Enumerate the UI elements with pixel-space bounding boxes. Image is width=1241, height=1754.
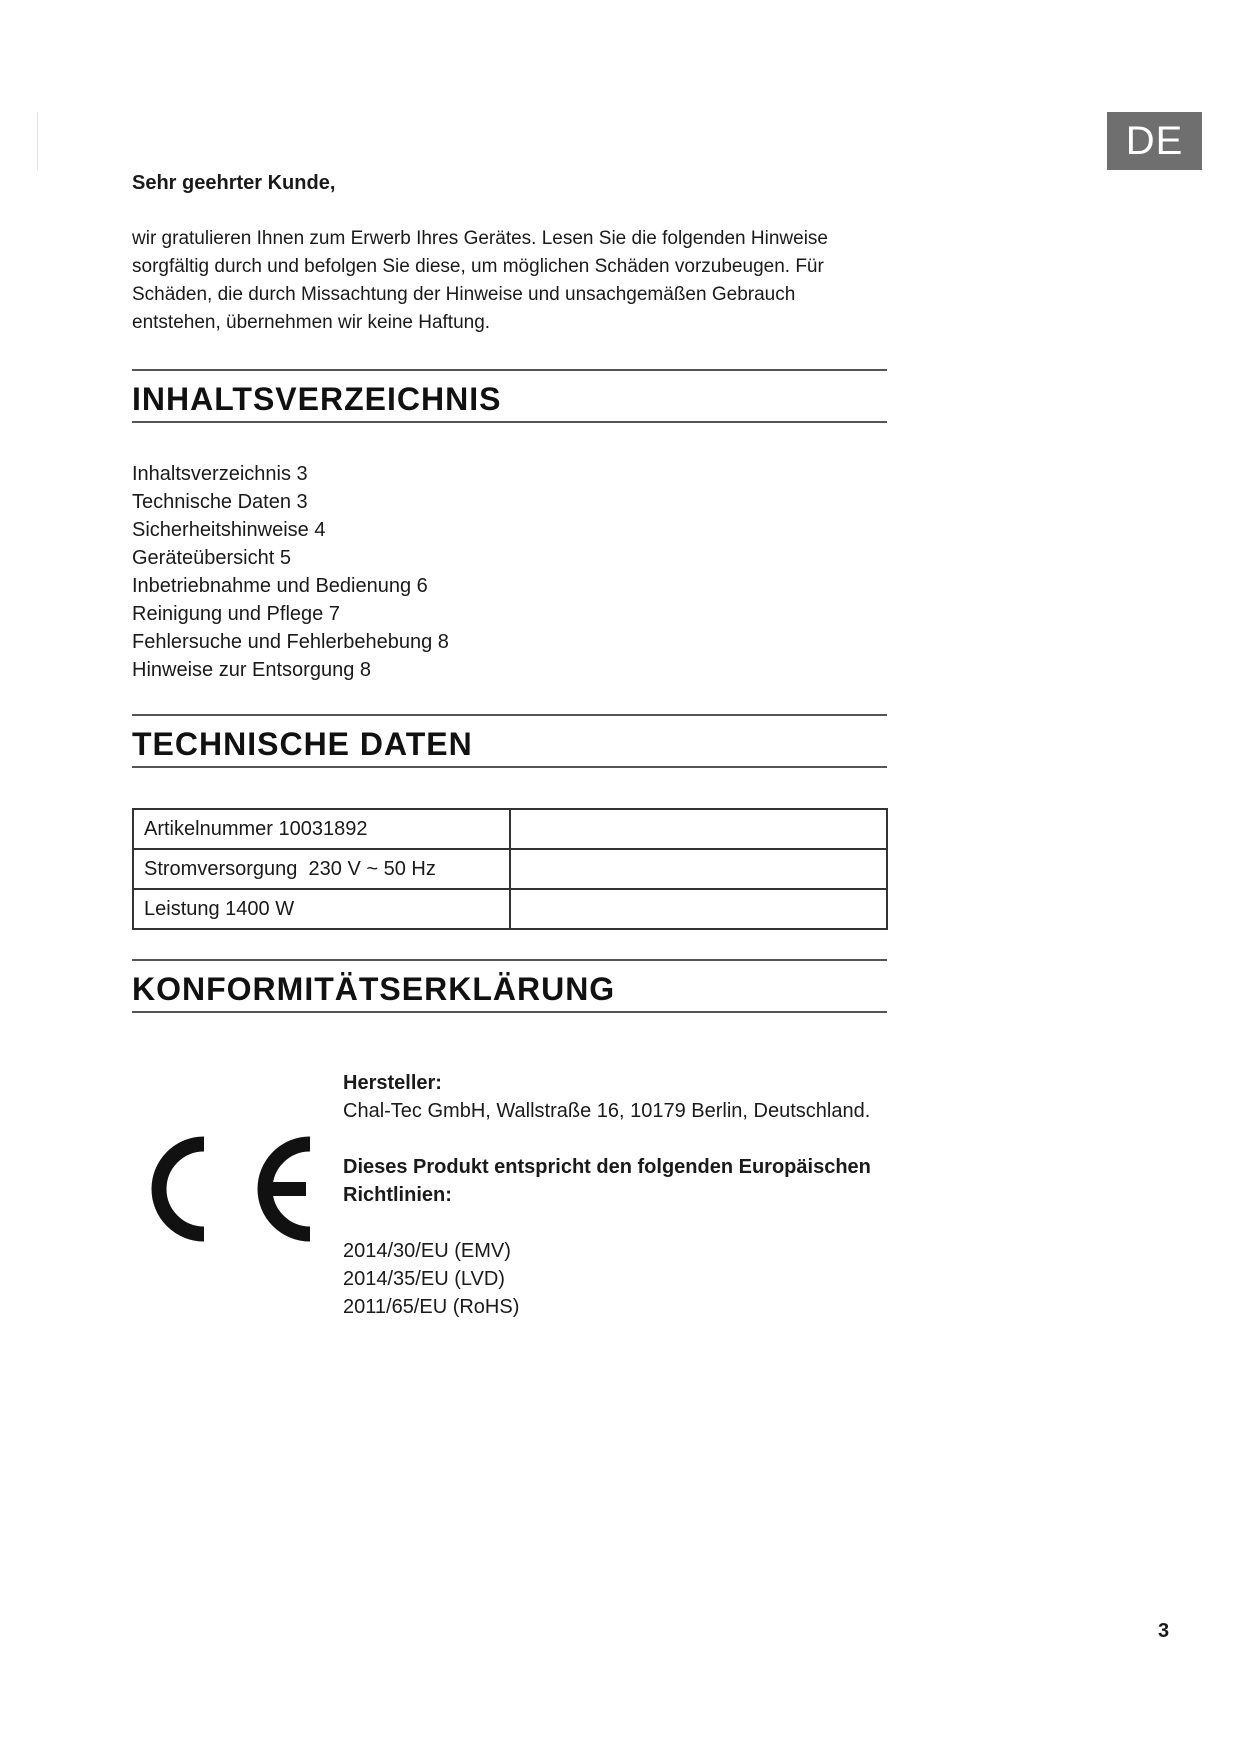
directives-label: Dieses Produkt entspricht den folgenden Europäischen [343, 1156, 871, 1178]
section-rule-bottom [132, 1011, 887, 1013]
directives-label: Richtlinien: [343, 1184, 452, 1206]
table-cell-empty [510, 889, 887, 929]
table-cell: Stromversorgung 230 V ~ 50 Hz [133, 849, 510, 889]
table-cell: Artikelnummer 10031892 [133, 809, 510, 849]
intro-line: Schäden, die durch Missachtung der Hinweise und unsachgemäßen Gebrauch [132, 284, 796, 305]
margin-mark [37, 112, 38, 170]
table-row [133, 849, 887, 889]
ce-mark-icon [148, 1130, 318, 1248]
toc-item: Reinigung und Pflege 7 [132, 603, 340, 625]
intro-line: sorgfältig durch und befolgen Sie diese, um möglichen Schäden vorzubeugen. Für [132, 256, 824, 277]
manufacturer-value: Chal-Tec GmbH, Wallstraße 16, 10179 Berlin, Deutschland. [343, 1100, 871, 1122]
language-tab: DE [1107, 112, 1202, 170]
toc-item: Geräteübersicht 5 [132, 547, 291, 569]
section-rule-bottom [132, 766, 887, 768]
section-rule-bottom [132, 421, 887, 423]
section-rule-top [132, 714, 887, 716]
section-rule-top [132, 369, 887, 371]
technical-heading: TECHNISCHE DATEN [132, 726, 473, 762]
table-of-contents [132, 460, 449, 684]
directive-item: 2011/65/EU (RoHS) [343, 1296, 520, 1318]
toc-heading: INHALTSVERZEICHNIS [132, 381, 502, 417]
toc-item: Fehlersuche und Fehlerbehebung 8 [132, 631, 449, 653]
conformity-heading: KONFORMITÄTSERKLÄRUNG [132, 971, 616, 1007]
toc-item: Inhaltsverzeichnis 3 [132, 463, 308, 485]
intro-line: entstehen, übernehmen wir keine Haftung. [132, 312, 491, 333]
table-cell: Leistung 1400 W [133, 889, 510, 929]
intro-line: wir gratulieren Ihnen zum Erwerb Ihres Gerätes. Lesen Sie die folgenden Hinweise [132, 228, 828, 249]
directive-item: 2014/35/EU (LVD) [343, 1268, 505, 1290]
section-rule-top [132, 959, 887, 961]
toc-item: Technische Daten 3 [132, 491, 308, 513]
toc-item: Sicherheitshinweise 4 [132, 519, 326, 541]
salutation: Sehr geehrter Kunde, [132, 172, 336, 194]
conformity-text [343, 1069, 903, 1321]
intro-paragraph [132, 225, 872, 337]
table-row [133, 889, 887, 929]
directive-item: 2014/30/EU (EMV) [343, 1240, 511, 1262]
table-row [133, 809, 887, 849]
page-number: 3 [1158, 1620, 1170, 1642]
table-cell-empty [510, 849, 887, 889]
toc-item: Inbetriebnahme und Bedienung 6 [132, 575, 428, 597]
toc-item: Hinweise zur Entsorgung 8 [132, 659, 372, 681]
technical-data-table [132, 808, 888, 930]
table-cell-empty [510, 809, 887, 849]
manufacturer-label: Hersteller: [343, 1072, 442, 1094]
